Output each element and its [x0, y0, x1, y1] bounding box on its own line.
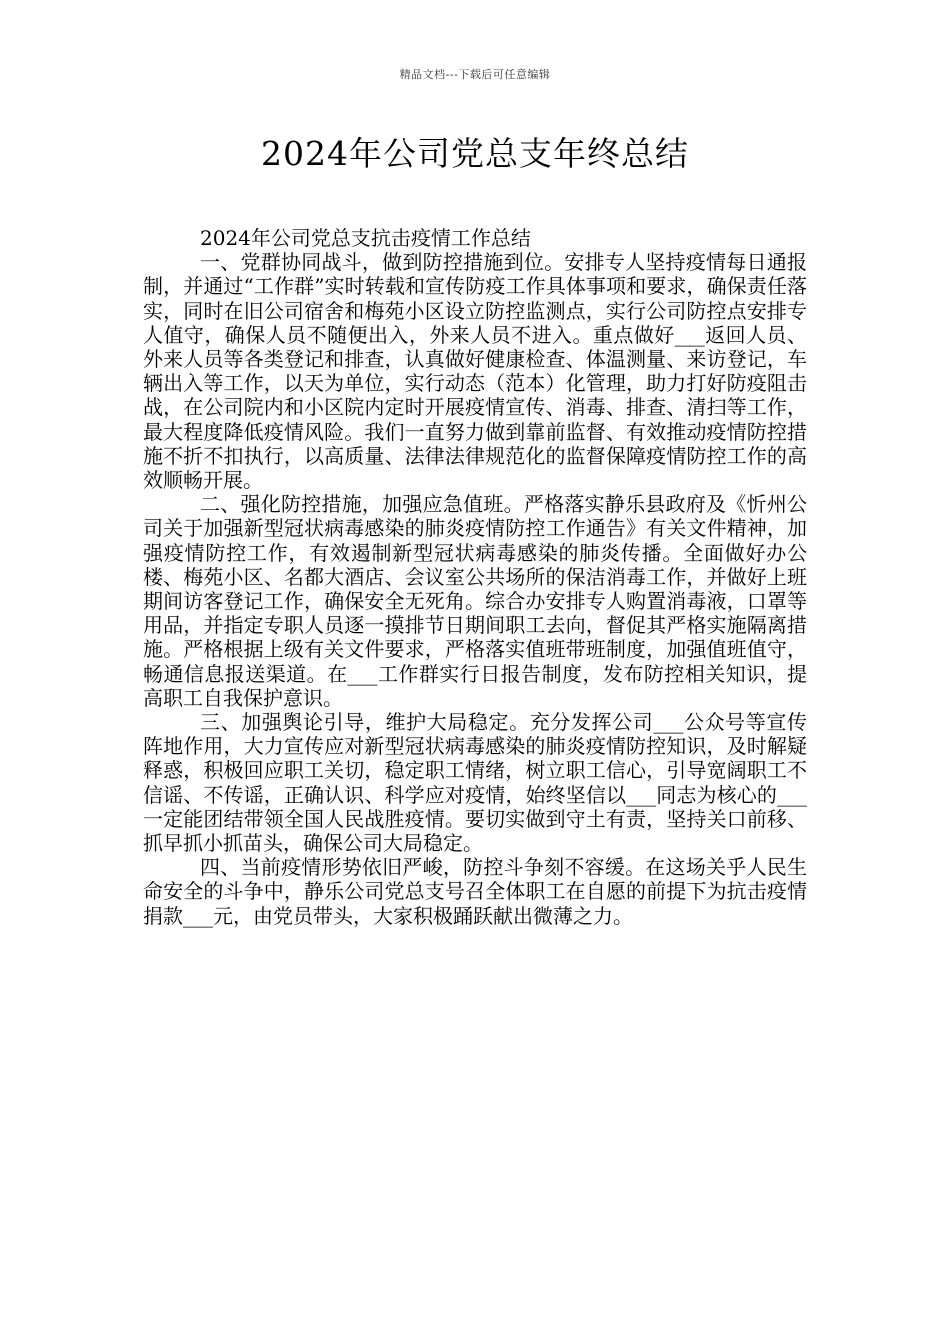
paragraph-4: 四、当前疫情形势依旧严峻，防控斗争刻不容缓。在这场关乎人民生命安全的斗争中，静乐公司党总支号召全体职工在自愿的前提下为抗击疫情捐款___元，由党员带头，大家积极踊跃献出微薄之力。	[143, 855, 807, 928]
document-body	[143, 226, 807, 928]
paragraph-1: 一、党群协同战斗，做到防控措施到位。安排专人坚持疫情每日通报制，并通过“工作群”实时转载和宣传防疫工作具体事项和要求，确保责任落实，同时在旧公司宿舍和梅苑小区设立防控监测点，实行公司防控点安排专人值守，确保人员不随便出入，外来人员不进入。重点做好___返回人员、外来人员等各类登记和排查，认真做好健康检查、体温测量、来访登记，车辆出入等工作，以天为单位，实行动态（范本）化管理，助力打好防疫阻击战，在公司院内和小区院内定时开展疫情宣传、消毒、排查、清扫等工作，最大程度降低疫情风险。我们一直努力做到靠前监督、有效推动疫情防控措施不折不扣执行，以高质量、法律法律规范化的监督保障疫情防控工作的高效顺畅开展。	[143, 250, 807, 493]
page-header-note: 精品文档---下载后可任意编辑	[399, 68, 551, 81]
paragraph-3: 三、加强舆论引导，维护大局稳定。充分发挥公司___公众号等宣传阵地作用，大力宣传应对新型冠状病毒感染的肺炎疫情防控知识，及时解疑释惑，积极回应职工关切，稳定职工情绪，树立职工信心，引导宽阔职工不信谣、不传谣，正确认识、科学应对疫情，始终坚信以___同志为核心的___一定能团结带领全国人民战胜疫情。要切实做到守土有责，坚持关口前移、抓早抓小抓苗头，确保公司大局稳定。	[143, 710, 807, 856]
paragraph-2: 二、强化防控措施，加强应急值班。严格落实静乐县政府及《忻州公司关于加强新型冠状病毒感染的肺炎疫情防控工作通告》有关文件精神，加强疫情防控工作，有效遏制新型冠状病毒感染的肺炎传播。全面做好办公楼、梅苑小区、名都大酒店、会议室公共场所的保洁消毒工作，并做好上班期间访客登记工作，确保安全无死角。综合办安排专人购置消毒液，口罩等用品，并指定专职人员逐一摸排节日期间职工去向，督促其严格实施隔离措施。严格根据上级有关文件要求，严格落实值班带班制度，加强值班值守，畅通信息报送渠道。在___工作群实行日报告制度，发布防控相关知识，提高职工自我保护意识。	[143, 492, 807, 710]
document-subtitle: 2024年公司党总支抗击疫情工作总结	[200, 226, 531, 250]
document-title: 2024年公司党总支年终总结	[261, 134, 689, 173]
